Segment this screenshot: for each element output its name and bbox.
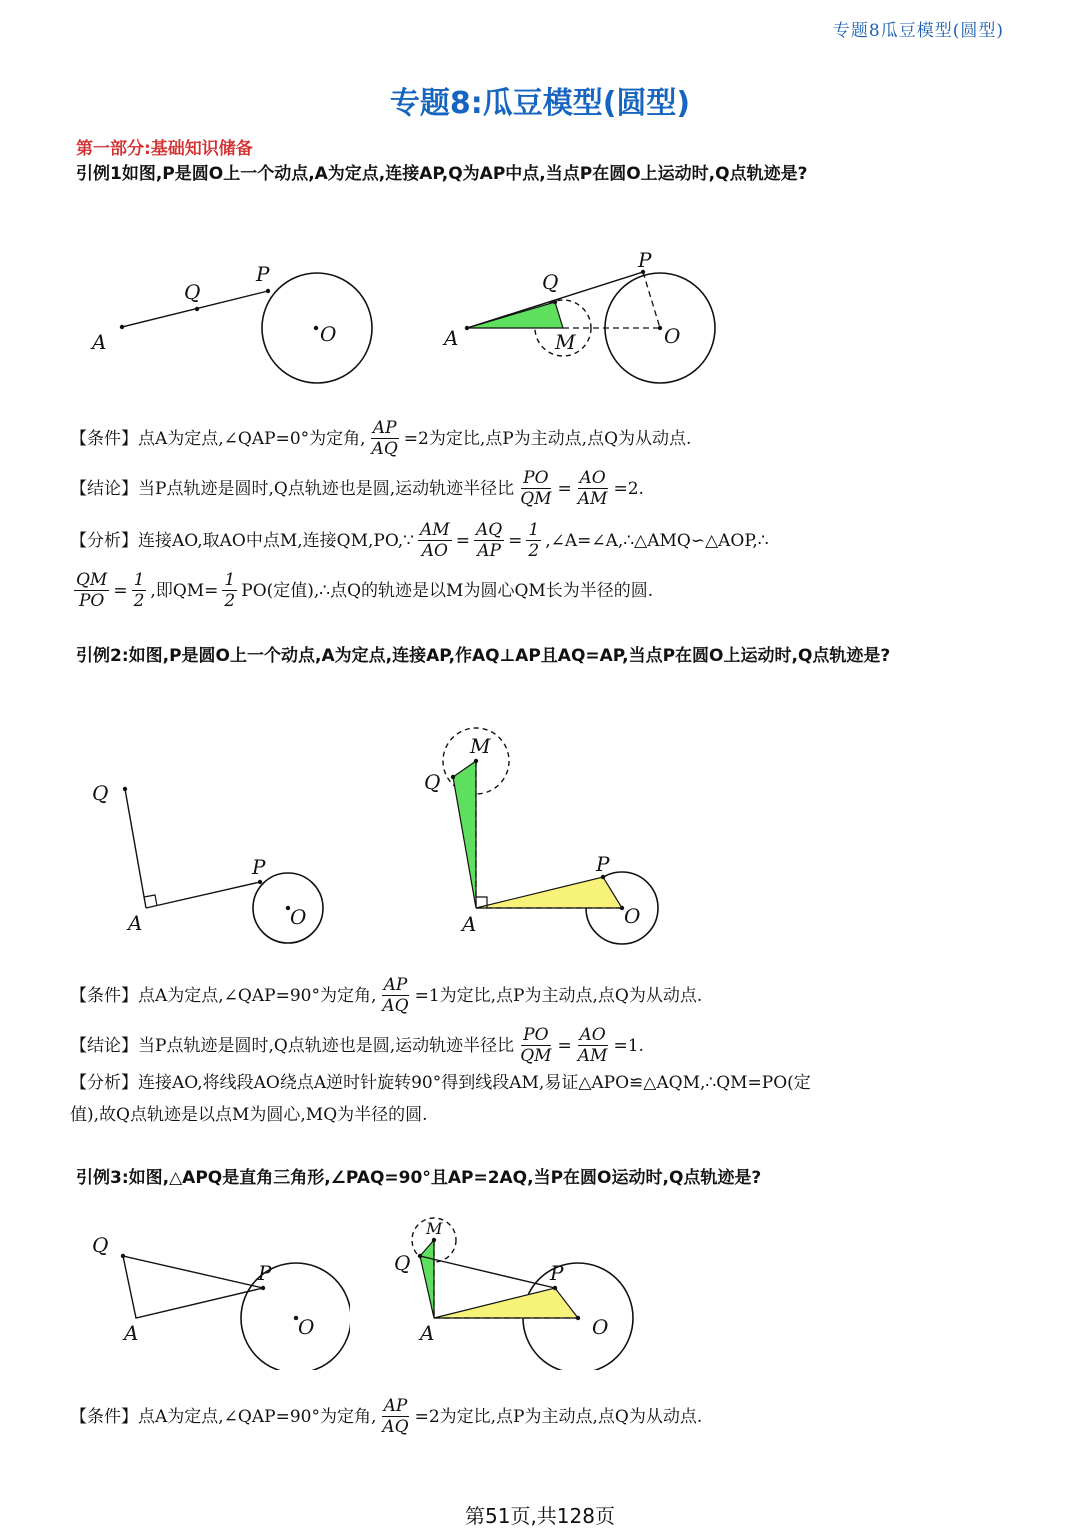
page-footer: 第51页,共128页 [465, 1504, 615, 1528]
label-a: A [128, 911, 143, 935]
ex3-question: 引例3:如图,△APQ是直角三角形,∠PAQ=90°且AP=2AQ,当P在圆O运动时,Q点轨迹是? [76, 1168, 762, 1188]
ex2-analysis-2: 值),故Q点轨迹是以点M为圆心,MQ为半径的圆. [70, 1105, 428, 1125]
ex3-figure-right [390, 1210, 650, 1370]
label-q: Q [424, 770, 441, 794]
ex1-analysis-2: $\frac{QM}{PO}$ = $\frac{1}{2}$ ,即QM= $\frac{1}{2}$ PO(定值),∴点Q的轨迹是以M为圆心QM长为半径的圆. [76, 570, 654, 611]
ex2-analysis-1: 【分析】连接AO,将线段AO绕点A逆时针旋转90°得到线段AM,易证△APO≌△AQM,∴QM=PO(定 [70, 1073, 811, 1093]
label-p: P [258, 1261, 272, 1285]
label-o: O [592, 1315, 609, 1339]
label-p: P [550, 1261, 564, 1285]
ex2-figure-left [80, 770, 350, 950]
label-o: O [624, 904, 641, 928]
label-a: A [92, 330, 107, 354]
label-a: A [124, 1321, 139, 1345]
label-q: Q [92, 1233, 109, 1257]
ex1-analysis-1: 【分析】连接AO,取AO中点M,连接QM,PO,∵ $\frac{AM}{AO}$ = $\frac{AQ}{AP}$ = $\frac{1}{2}$ ,∠A=∠A,∴△AMQ∽△AOP,∴ [70, 520, 769, 561]
ex1-figure-left [80, 245, 400, 395]
label-o: O [664, 324, 681, 348]
ex3-figure-left [80, 1210, 350, 1370]
page-title: 专题8:瓜豆模型(圆型) [389, 86, 691, 121]
running-header: 专题8瓜豆模型(圆型) [832, 21, 1004, 41]
ex2-condition: 【条件】点A为定点,∠QAP=90°为定角, $\frac{AP}{AQ}$ =1为定比,点P为主动点,点Q为从动点. [70, 975, 703, 1016]
ex2-conclusion: 【结论】当P点轨迹是圆时,Q点轨迹也是圆,运动轨迹半径比 $\frac{PO}{QM}$ = $\frac{AO}{AM}$ =1. [70, 1025, 644, 1066]
label-q: Q [542, 270, 559, 294]
ex3-condition: 【条件】点A为定点,∠QAP=90°为定角, $\frac{AP}{AQ}$ =2为定比,点P为主动点,点Q为从动点. [70, 1396, 703, 1437]
label-q: Q [394, 1251, 411, 1275]
label-p: P [256, 262, 270, 286]
ex2-figure-right [420, 725, 670, 950]
ex1-condition: 【条件】点A为定点,∠QAP=0°为定角, $\frac{AP}{AQ}$ =2为定比,点P为主动点,点Q为从动点. [70, 418, 692, 459]
label-m: M [470, 734, 491, 758]
label-p: P [638, 248, 652, 272]
label-o: O [290, 905, 307, 929]
label-m: M [555, 330, 576, 354]
label-q: Q [92, 781, 109, 805]
label-p: P [252, 855, 266, 879]
label-o: O [320, 322, 337, 346]
section-heading: 第一部分:基础知识储备 [76, 139, 253, 159]
ex1-conclusion: 【结论】当P点轨迹是圆时,Q点轨迹也是圆,运动轨迹半径比 $\frac{PO}{QM}$ = $\frac{AO}{AM}$ =2. [70, 468, 644, 509]
label-m: M [426, 1219, 443, 1238]
label-p: P [596, 852, 610, 876]
label-a: A [462, 912, 477, 936]
label-a: A [444, 326, 459, 350]
label-a: A [420, 1321, 435, 1345]
ex1-question: 引例1如图,P是圆O上一个动点,A为定点,连接AP,Q为AP中点,当点P在圆O上运动时,Q点轨迹是? [76, 164, 808, 184]
label-o: O [298, 1315, 315, 1339]
label-q: Q [184, 280, 201, 304]
ex2-question: 引例2:如图,P是圆O上一个动点,A为定点,连接AP,作AQ⊥AP且AQ=AP,当点P在圆O上运动时,Q点轨迹是? [76, 646, 891, 666]
ex1-figure-right [440, 245, 740, 395]
